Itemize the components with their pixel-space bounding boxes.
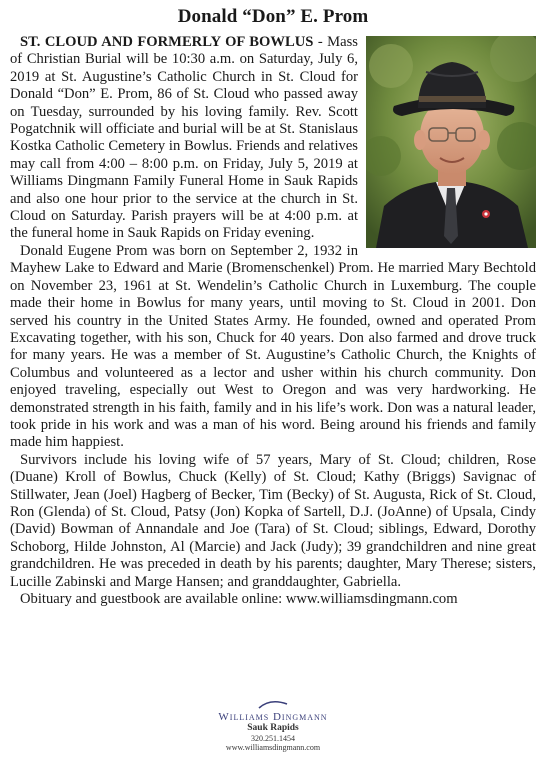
service-text: - Mass of Christian Burial will be 10:30 a.m. on Saturday, July 6, 2019 at St. Augustine’s Catholic Church in St. Cloud for Donald “Don” E. Prom, 86 of St. Cloud who passed away on Tuesday, surrounded by his loving family. Rev. Scott Pogatchnik will officiate and burial will be at St. Stanislaus Kostka Catholic Cemetery in Bowlus. Friends and relatives may call from 4:00 – 8:00 p.m. on Friday, July 5, 2019 at Williams Dingmann Family Funeral Home in Sauk Rapids and also one hour prior to the service at the church in St. Cloud on Saturday. Parish prayers will be at 4:00 p.m. at the funeral home in Sauk Rapids on Friday evening.	[10, 34, 358, 242]
logo-swoosh-icon	[258, 700, 288, 710]
funeral-home-city: Sauk Rapids	[247, 723, 299, 733]
obituary-body	[10, 34, 536, 608]
funeral-home-logo	[0, 700, 546, 710]
obituary-title: Donald “Don” E. Prom	[177, 6, 369, 27]
funeral-home-name: Williams Dingmann	[218, 711, 328, 723]
paragraph-survivors: Survivors include his loving wife of 57 years, Mary of St. Cloud; children, Rose (Duane) Kroll of Bowlus, Chuck (Kelly) of St. Cloud; Kathy (Briggs) Savignac of Stillwater, Jean (Joel) Hagberg of Becker, Tim (Becky) of St. Augusta, Rick of St. Cloud, Ron (Glenda) of St. Cloud, Patsy (Jon) Kopka of Sartell, D.J. (JoAnne) of Upsala, Cindy (David) Bowman of Annandale and Joe (Tara) of St. Cloud; siblings, Edward, Dorothy Schoborg, Hilde Johnston, Al (Marcie) and Jack (Judy); 39 grandchildren and nine great grandchildren. He was preceded in death by his parents; daughter, Mary Therese; sisters, Lucille Zabinski and Marge Hansen; and granddaughter, Gabriella.	[10, 451, 536, 590]
funeral-home-website: www.williamsdingmann.com	[225, 743, 321, 752]
lead-location: ST. CLOUD AND FORMERLY OF BOWLUS	[20, 34, 314, 50]
paragraph-online: Obituary and guestbook are available online: www.williamsdingmann.com	[20, 591, 458, 607]
funeral-home-footer	[0, 700, 546, 752]
paragraph-biography: Donald Eugene Prom was born on September 2, 1932 in Mayhew Lake to Edward and Marie (Bromenschenkel) Prom. He married Mary Bechtold on November 23, 1961 at St. Wendelin’s Catholic Church in Luxemburg. The couple made their home in Bowlus for many years, until moving to St. Cloud in 2001. Don served his country in the United States Army. He founded, owned and operated Prom Excavating together, with his son, Chuck for 40 years. Don also farmed and drove truck for many years. He was a member of St. Augustine’s Catholic Church, the Knights of Columbus and volunteered as a lector and usher within his church community. Don enjoyed traveling, especially out West to Oregon and was very hardworking. He demonstrated strength in his faith, family and in his life’s work. Don was a natural leader, took pride in his work and was a man of his word. Being around his friends and family made him happiest.	[10, 242, 536, 451]
funeral-home-phone: 320.251.1454	[251, 734, 295, 743]
portrait-photo	[366, 36, 536, 248]
